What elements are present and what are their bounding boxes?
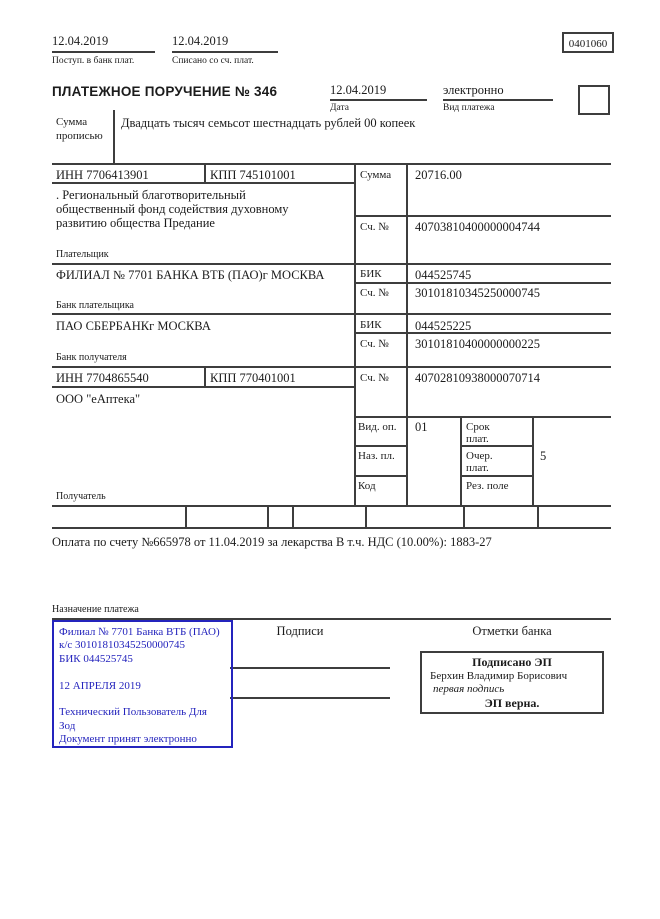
stamp-line: Документ принят электронно: [59, 733, 197, 746]
priority-label-2: плат.: [466, 462, 489, 474]
payment-purpose: Оплата по счету №665978 от 11.04.2019 за лекарства В т.ч. НДС (10.00%): 1883-27: [52, 535, 492, 549]
table-line: [354, 282, 611, 284]
payment-type-label: Вид платежа: [443, 103, 495, 113]
payee-bank-name: ПАО СБЕРБАНКг МОСКВА: [56, 319, 211, 333]
table-line: [354, 475, 408, 477]
table-line: [52, 163, 611, 165]
table-line: [267, 505, 269, 529]
payer-bank-account-label: Сч. №: [360, 287, 389, 299]
signature-line: [230, 667, 390, 669]
stamp-line: [59, 666, 231, 679]
payee-inn: ИНН 7704865540: [56, 371, 149, 385]
payment-type: электронно: [443, 83, 504, 97]
purpose-code-label: Наз. пл.: [358, 450, 395, 462]
payment-type-underline: [443, 99, 553, 101]
payee-bank-section-label: Банк получателя: [56, 352, 127, 363]
payer-bank-account: 30101810345250000745: [415, 286, 540, 300]
ep-signature-kind: первая подпись: [433, 683, 505, 695]
form-code: 0401060: [568, 38, 608, 50]
ep-verified: ЭП верна.: [484, 695, 540, 710]
stamp-line: Филиал № 7701 Банка ВТБ (ПАО): [59, 626, 220, 638]
payer-name-line: . Региональный благотворительный: [56, 188, 246, 202]
table-line: [365, 505, 367, 529]
status-checkbox: [578, 85, 610, 115]
table-line: [354, 416, 611, 418]
purpose-section-label: Назначение платежа: [52, 604, 139, 615]
payer-name-line: развитию общества Предание: [56, 216, 215, 230]
table-line: [52, 527, 611, 529]
table-line: [354, 215, 611, 217]
stamp-line: [59, 693, 231, 706]
due-date-label-2: плат.: [466, 433, 489, 445]
debited-date-underline: [172, 51, 278, 53]
received-date-label: Поступ. в банк плат.: [52, 56, 135, 66]
payee-kpp: КПП 770401001: [210, 371, 296, 385]
table-line: [52, 263, 611, 265]
table-line: [537, 505, 539, 529]
priority-value: 5: [540, 449, 547, 463]
signature-line: [230, 697, 390, 699]
payer-bank-bik-label: БИК: [360, 268, 382, 280]
table-line: [204, 366, 206, 388]
table-line: [52, 313, 611, 315]
document-title: ПЛАТЕЖНОЕ ПОРУЧЕНИЕ № 346: [52, 84, 278, 99]
received-date: 12.04.2019: [52, 34, 109, 48]
table-line: [460, 416, 462, 507]
table-line: [52, 505, 611, 507]
reserve-field-label: Рез. поле: [466, 480, 509, 492]
payee-account: 40702810938000070714: [415, 371, 540, 385]
received-date-underline: [52, 51, 155, 53]
stamp-line: 12 АПРЕЛЯ 2019: [59, 679, 141, 692]
ep-title: Подписано ЭП: [472, 655, 552, 669]
table-line: [292, 505, 294, 529]
table-line: [406, 163, 408, 507]
stamp-line: к/с 30101810345250000745: [59, 639, 186, 652]
payee-bank-account-label: Сч. №: [360, 338, 389, 350]
amount-words-label-1: Сумма: [56, 116, 88, 128]
code-label: Код: [358, 480, 376, 492]
payer-account-label: Сч. №: [360, 221, 389, 233]
payee-section-label: Получатель: [56, 491, 106, 502]
amount-value: 20716.00: [415, 168, 462, 182]
payer-name-line: общественный фонд содействия духовному: [56, 202, 289, 216]
op-type-label: Вид. оп.: [358, 421, 397, 433]
payer-inn: ИНН 7706413901: [56, 168, 149, 182]
table-line: [354, 445, 408, 447]
table-line: [52, 366, 611, 368]
document-date-underline: [330, 99, 427, 101]
payer-kpp: КПП 745101001: [210, 168, 296, 182]
due-date-label-1: Срок: [466, 421, 490, 433]
document-date: 12.04.2019: [330, 83, 387, 97]
ep-signer-name: Берхин Владимир Борисович: [430, 669, 568, 682]
payer-account: 40703810400000004744: [415, 220, 540, 234]
payee-bank-account: 30101810400000000225: [415, 337, 540, 351]
op-type-value: 01: [415, 420, 428, 434]
amount-words-divider: [113, 110, 115, 163]
stamp-line: Зод: [59, 719, 76, 732]
amount-words-label-2: прописью: [56, 130, 103, 142]
bank-marks-label: Отметки банка: [472, 624, 552, 638]
payee-bank-bik: 044525225: [415, 319, 472, 333]
document-date-label: Дата: [330, 103, 349, 113]
debited-date-label: Списано со сч. плат.: [172, 56, 254, 66]
form-code-box: [562, 32, 614, 53]
table-line: [185, 505, 187, 529]
payer-section-label: Плательщик: [56, 249, 109, 260]
amount-in-words: Двадцать тысяч семьсот шестнадцать рублей 00 копеек: [121, 116, 416, 130]
payer-bank-section-label: Банк плательщика: [56, 300, 134, 311]
electronic-signature-box: [420, 651, 604, 714]
table-line: [463, 505, 465, 529]
stamp-line: БИК 044525745: [59, 652, 133, 665]
stamp-line: Технический Пользователь Для: [59, 706, 207, 719]
amount-label: Сумма: [360, 169, 392, 181]
table-line: [204, 163, 206, 184]
payer-bank-bik: 044525745: [415, 268, 472, 282]
bank-stamp-box: [52, 620, 233, 748]
signatures-label: Подписи: [276, 624, 324, 638]
payee-account-label: Сч. №: [360, 372, 389, 384]
table-line: [460, 475, 534, 477]
payee-name: ООО "еАптека": [56, 392, 141, 406]
table-line: [532, 416, 534, 507]
table-line: [354, 163, 356, 507]
payer-bank-name: ФИЛИАЛ № 7701 БАНКА ВТБ (ПАО)г МОСКВА: [56, 268, 325, 282]
priority-label-1: Очер.: [466, 450, 493, 462]
debited-date: 12.04.2019: [172, 34, 229, 48]
table-line: [354, 332, 611, 334]
payee-bank-bik-label: БИК: [360, 319, 382, 331]
